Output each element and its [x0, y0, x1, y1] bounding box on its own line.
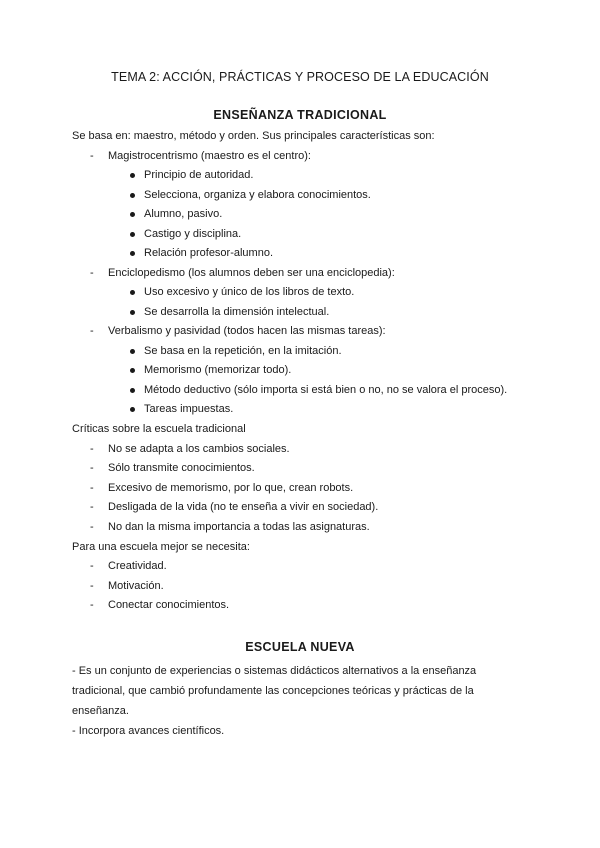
bullet-icon	[130, 251, 135, 256]
bullet-icon	[130, 407, 135, 412]
sub-list-item: Castigo y disciplina.	[144, 228, 242, 240]
list-dash: -	[90, 521, 94, 533]
list-dash: -	[90, 267, 94, 279]
sub-list-item: Memorismo (memorizar todo).	[144, 364, 292, 376]
list-dash: -	[90, 599, 94, 611]
sub-list-item: Tareas impuestas.	[144, 403, 234, 415]
document-title: TEMA 2: ACCIÓN, PRÁCTICAS Y PROCESO DE LA EDUCACIÓN	[111, 70, 489, 84]
bullet-icon	[130, 368, 135, 373]
sub-list-item: Relación profesor-alumno.	[144, 247, 274, 259]
list-item: No dan la misma importancia a todas las asignaturas.	[108, 521, 370, 533]
sub-list-item: Selecciona, organiza y elabora conocimientos.	[144, 189, 371, 201]
bullet-icon	[130, 349, 135, 354]
bullet-icon	[130, 173, 135, 178]
list-item-verbalismo: Verbalismo y pasividad (todos hacen las mismas tareas):	[108, 325, 386, 337]
list-dash: -	[90, 482, 94, 494]
bullet-icon	[130, 388, 135, 393]
bullet-icon	[130, 212, 135, 217]
list-item: Desligada de la vida (no te enseña a vivir en sociedad).	[108, 501, 379, 513]
list-dash: -	[90, 501, 94, 513]
sub-list-item: Se basa en la repetición, en la imitación.	[144, 345, 342, 357]
list-dash: -	[90, 443, 94, 455]
bullet-icon	[130, 193, 135, 198]
list-item: Excesivo de memorismo, por lo que, crean robots.	[108, 482, 354, 494]
list-item-magistrocentrismo: Magistrocentrismo (maestro es el centro):	[108, 150, 311, 162]
list-item: No se adapta a los cambios sociales.	[108, 443, 290, 455]
mejor-heading: Para una escuela mejor se necesita:	[72, 541, 250, 553]
sub-list-item: Se desarrolla la dimensión intelectual.	[144, 306, 330, 318]
list-dash: -	[90, 580, 94, 592]
list-dash: -	[90, 462, 94, 474]
escuela-nueva-paragraph: - Es un conjunto de experiencias o sistemas didácticos alternativos a la enseñanza tradicional, que cambió profundamente las concepciones teóricas y prácticas de la enseñanza.	[72, 665, 477, 717]
escuela-nueva-paragraph-2: - Incorpora avances científicos.	[72, 725, 225, 737]
list-item: Motivación.	[108, 580, 164, 592]
intro-text: Se basa en: maestro, método y orden. Sus principales características son:	[72, 130, 435, 142]
bullet-icon	[130, 310, 135, 315]
list-dash: -	[90, 325, 94, 337]
criticas-heading: Críticas sobre la escuela tradicional	[72, 423, 246, 435]
list-item: Sólo transmite conocimientos.	[108, 462, 255, 474]
list-item: Conectar conocimientos.	[108, 599, 230, 611]
list-dash: -	[90, 150, 94, 162]
list-item: Creatividad.	[108, 560, 167, 572]
section-heading-escuela-nueva: ESCUELA NUEVA	[245, 640, 355, 654]
sub-list-item: Método deductivo (sólo importa si está bien o no, no se valora el proceso).	[144, 384, 508, 396]
sub-list-item: Uso excesivo y único de los libros de texto.	[144, 286, 355, 298]
sub-list-item: Alumno, pasivo.	[144, 208, 223, 220]
section-heading-ensenanza-tradicional: ENSEÑANZA TRADICIONAL	[213, 108, 387, 122]
sub-list-item: Principio de autoridad.	[144, 169, 254, 181]
list-item-enciclopedismo: Enciclopedismo (los alumnos deben ser una enciclopedia):	[108, 267, 395, 279]
bullet-icon	[130, 232, 135, 237]
list-dash: -	[90, 560, 94, 572]
bullet-icon	[130, 290, 135, 295]
